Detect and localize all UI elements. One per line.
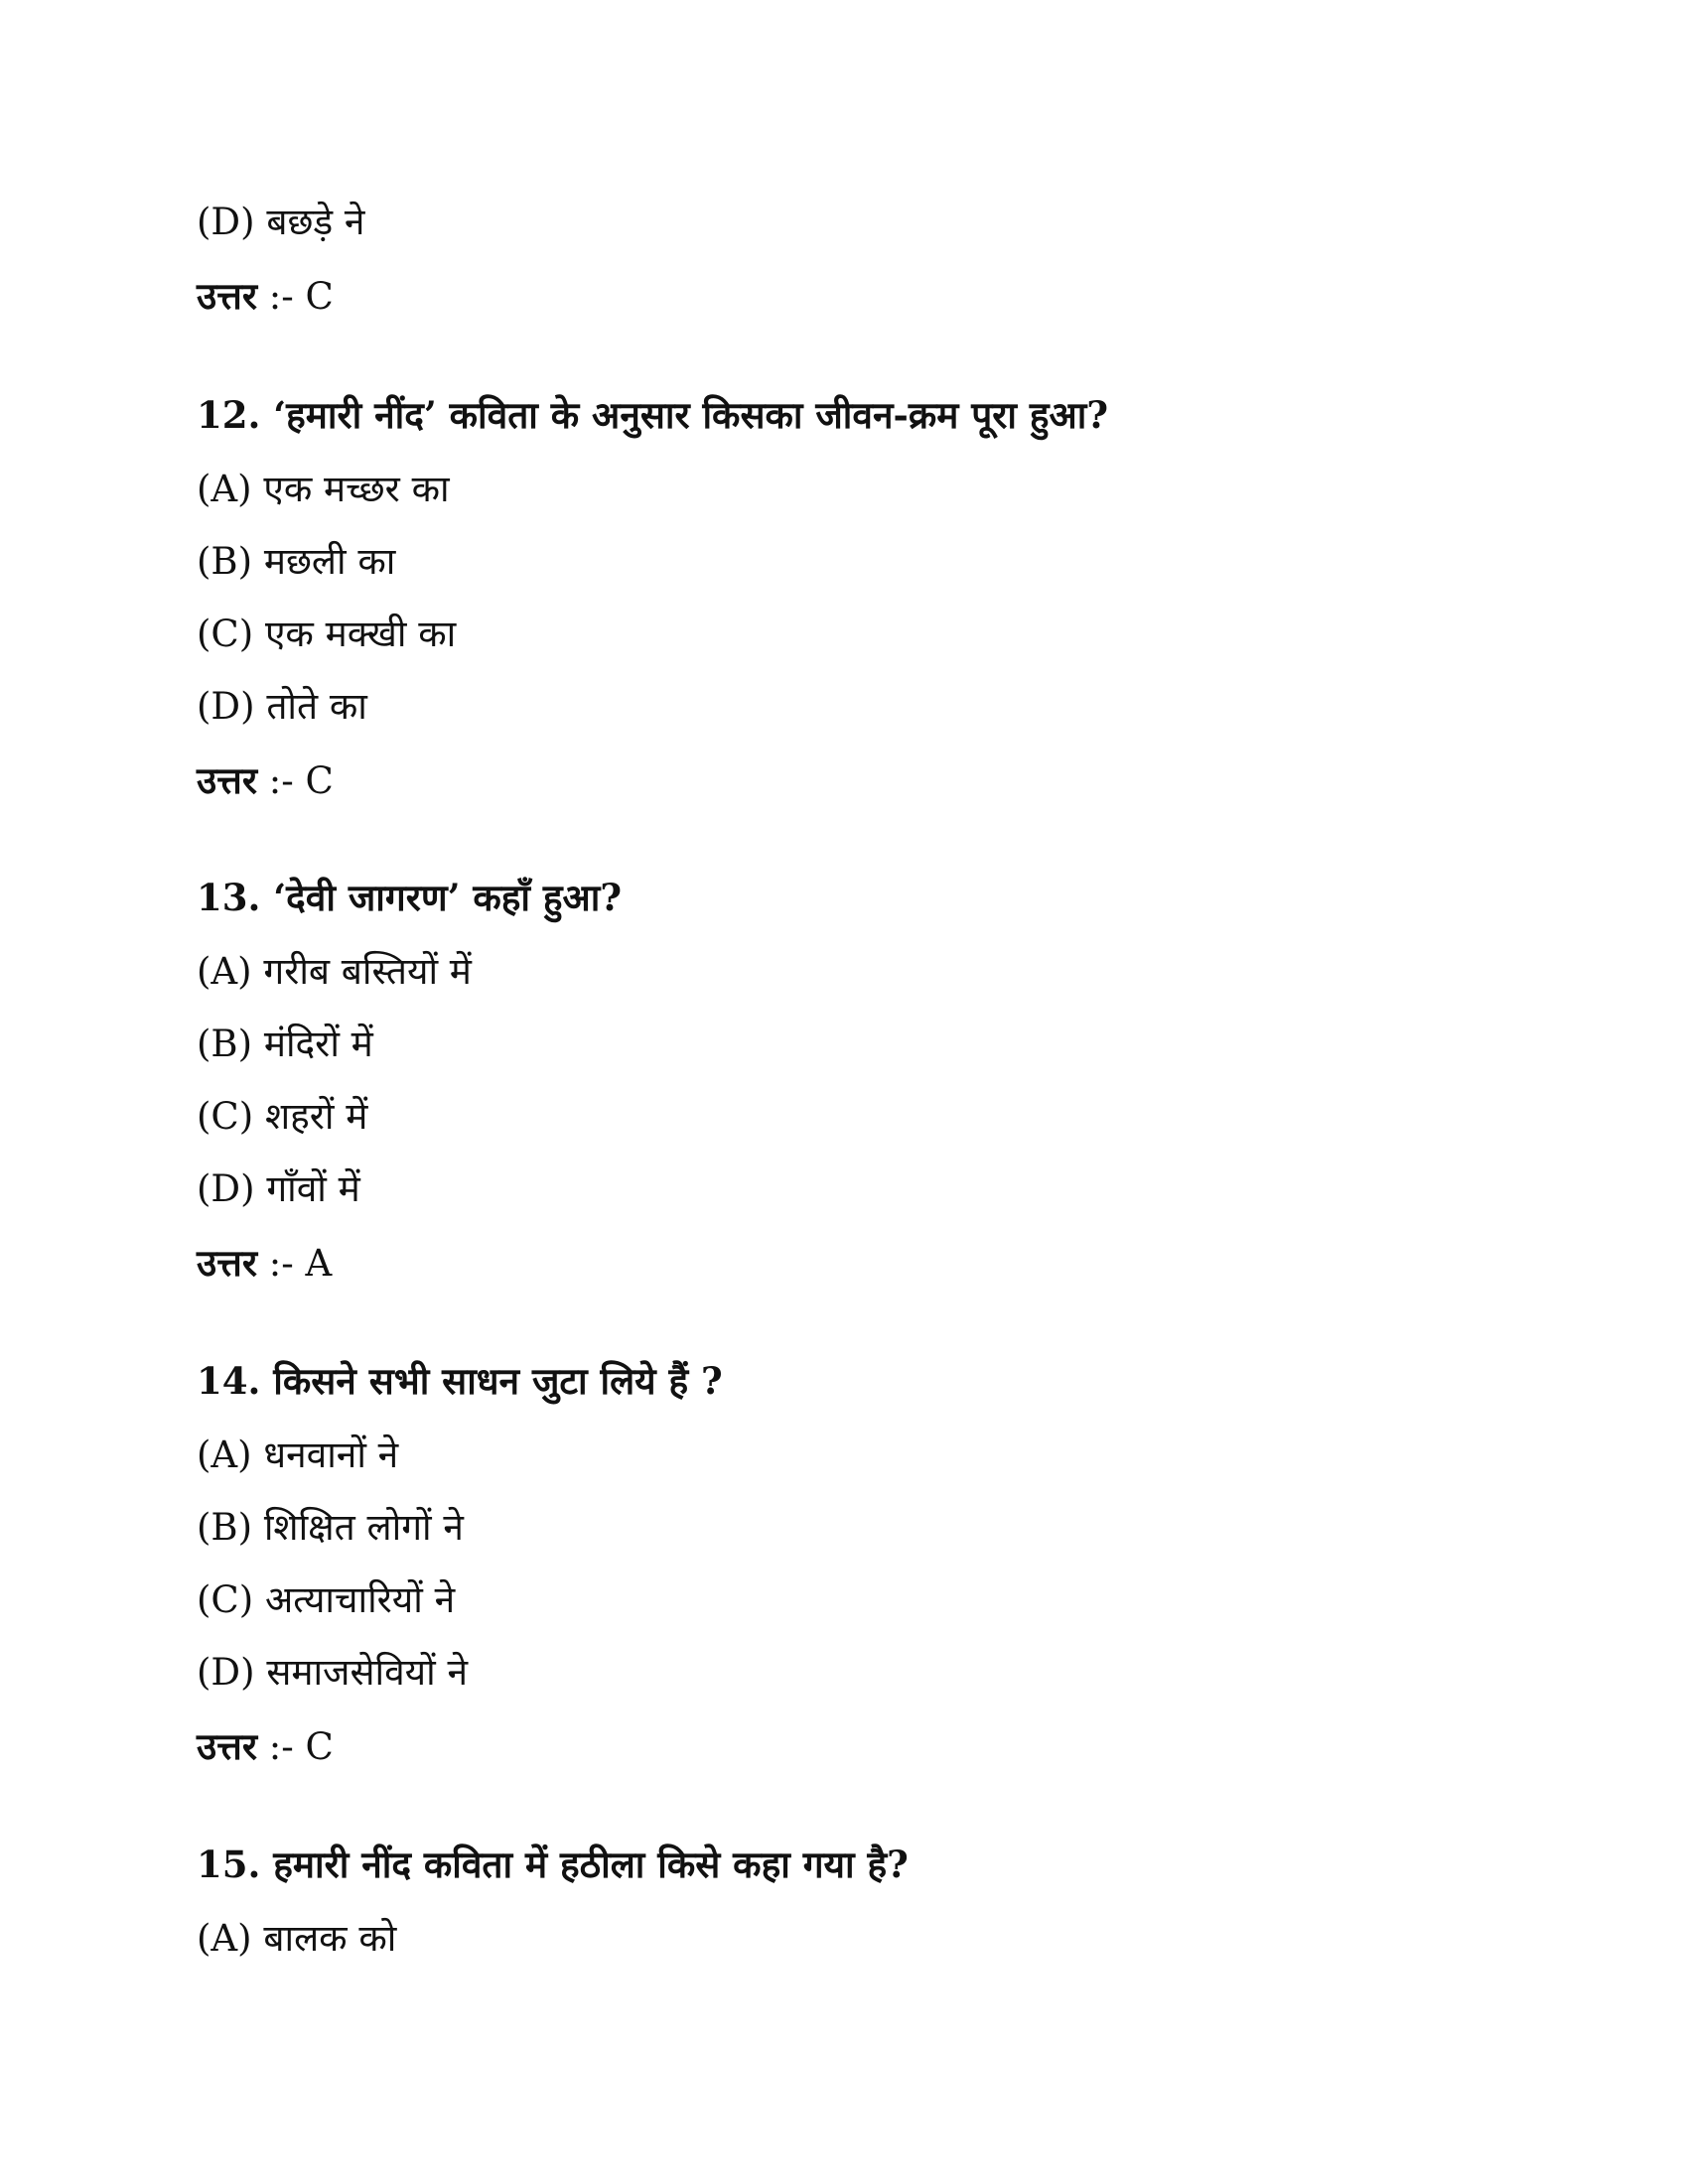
option-letter: (D) [197,1167,255,1210]
option-text: बछड़े ने [266,201,365,243]
question-15 [197,1843,909,1886]
option-letter: (C) [197,1095,254,1138]
option-text: अत्याचारियों ने [264,1578,456,1621]
option-text: मछली का [263,540,396,583]
question-number: 15. [197,1843,261,1886]
answer-label: उत्तर [197,1241,257,1285]
answer-separator: :- [256,759,306,802]
answer-label: उत्तर [197,1724,257,1768]
answer-separator: :- [256,1242,306,1285]
option-letter: (C) [197,1578,254,1621]
answer-value: C [305,759,334,802]
answer-value: A [305,1242,333,1285]
option-d [197,685,367,728]
option-a [197,950,472,993]
option-text: धनवानों ने [263,1433,399,1476]
answer-separator: :- [256,1725,306,1768]
question-text: ‘हमारी नींद’ कविता के अनुसार किसका जीवन-क्रम पूरा हुआ? [273,393,1109,437]
option-text: एक मक्खी का [264,613,457,655]
option-letter: (A) [197,468,252,510]
option-c [197,1578,456,1621]
option-text: तोते का [266,685,367,728]
answer-line [197,274,334,318]
option-text: बालक को [263,1917,397,1960]
option-letter: (D) [197,685,255,728]
option-text: समाजसेवियों ने [266,1651,468,1694]
option-c [197,1095,368,1138]
answer-line [197,1241,333,1285]
answer-label: उत्तर [197,758,257,802]
option-a [197,468,450,510]
option-letter: (B) [197,1506,253,1549]
answer-value: C [305,275,334,318]
question-text: किसने सभी साधन जुटा लिये हैं ? [273,1359,723,1403]
option-text: शहरों में [264,1095,368,1138]
answer-line [197,1724,334,1768]
answer-value: C [305,1725,334,1768]
option-b [197,1023,373,1065]
option-letter: (A) [197,950,252,993]
option-text: गरीब बस्तियों में [263,950,472,993]
question-number: 12. [197,393,261,437]
option-letter: (B) [197,540,253,583]
question-text: ‘देवी जागरण’ कहाँ हुआ? [273,876,623,919]
option-d [197,201,365,243]
option-letter: (A) [197,1917,252,1960]
question-text: हमारी नींद कविता में हठीला किसे कहा गया है? [273,1843,909,1886]
question-13 [197,876,623,919]
answer-separator: :- [256,275,306,318]
option-a [197,1433,399,1476]
option-b [197,1506,464,1549]
option-text: एक मच्छर का [263,468,450,510]
question-14 [197,1359,723,1403]
option-letter: (D) [197,201,255,243]
option-a [197,1917,397,1960]
answer-label: उत्तर [197,274,257,318]
answer-line [197,758,334,802]
option-b [197,540,396,583]
option-text: मंदिरों में [263,1023,373,1065]
question-number: 13. [197,876,261,919]
option-text: शिक्षित लोगों ने [263,1506,464,1549]
question-12 [197,393,1109,437]
option-letter: (A) [197,1433,252,1476]
option-letter: (D) [197,1651,255,1694]
option-letter: (C) [197,613,254,655]
option-c [197,613,457,655]
option-letter: (B) [197,1023,253,1065]
option-text: गाँवों में [266,1167,360,1210]
option-d [197,1651,468,1694]
option-d [197,1167,360,1210]
question-number: 14. [197,1359,261,1403]
